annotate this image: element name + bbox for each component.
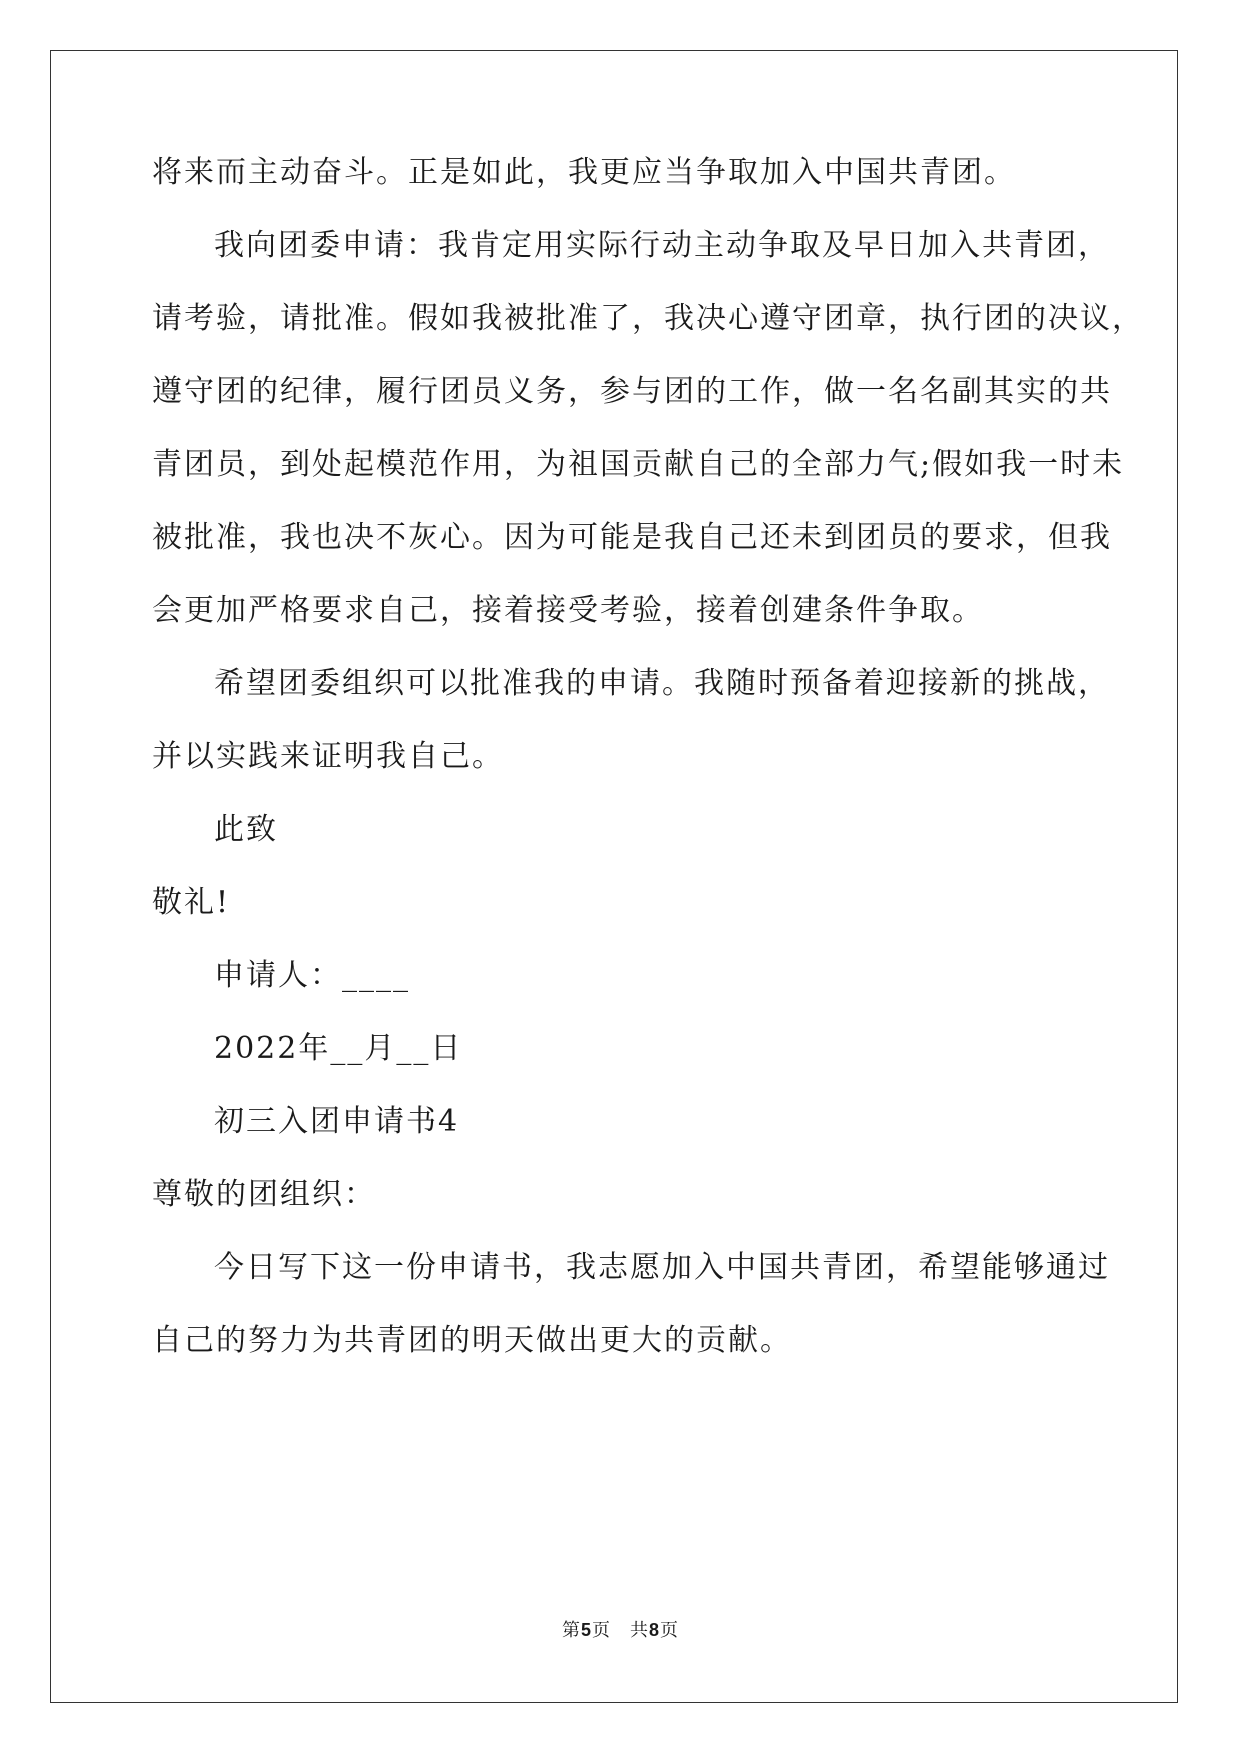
date-line: 2022年__月__日 [214,1031,463,1066]
closing-regards: 敬礼! [152,885,231,920]
text-line: 青团员，到处起模范作用，为祖国贡献自己的全部力气;假如我一时未 [152,447,1125,482]
text-line: 希望团委组织可以批准我的申请。我随时预备着迎接新的挑战， [214,666,1110,701]
text-line: 自己的努力为共青团的明天做出更大的贡献。 [152,1323,792,1358]
page-border [50,50,1178,1703]
closing-salutation: 此致 [214,812,278,847]
applicant-signature-line: 申请人：____ [214,958,410,993]
footer-page-current: 5 [580,1620,592,1640]
text-line: 并以实践来证明我自己。 [152,739,504,774]
footer-page-suffix: 页 [660,1620,680,1641]
text-line: 今日写下这一份申请书，我志愿加入中国共青团，希望能够通过 [214,1250,1110,1285]
text-line: 遵守团的纪律，履行团员义务，参与团的工作，做一名名副其实的共 [152,374,1112,409]
text-line: 被批准，我也决不灰心。因为可能是我自己还未到团员的要求，但我 [152,520,1112,555]
footer-page-prefix: 第 [561,1620,581,1641]
greeting: 尊敬的团组织： [152,1177,376,1212]
text-line: 将来而主动奋斗。正是如此，我更应当争取加入中国共青团。 [152,155,1016,190]
footer-page-mid: 页 共 [592,1620,649,1641]
text-line: 我向团委申请：我肯定用实际行动主动争取及早日加入共青团， [214,228,1110,263]
page-footer [0,1616,1241,1642]
section-title: 初三入团申请书4 [214,1104,460,1139]
text-line: 会更加严格要求自己，接着接受考验，接着创建条件争取。 [152,593,984,628]
footer-page-total: 8 [649,1620,661,1640]
text-line: 请考验，请批准。假如我被批准了，我决心遵守团章，执行团的决议， [152,301,1144,336]
